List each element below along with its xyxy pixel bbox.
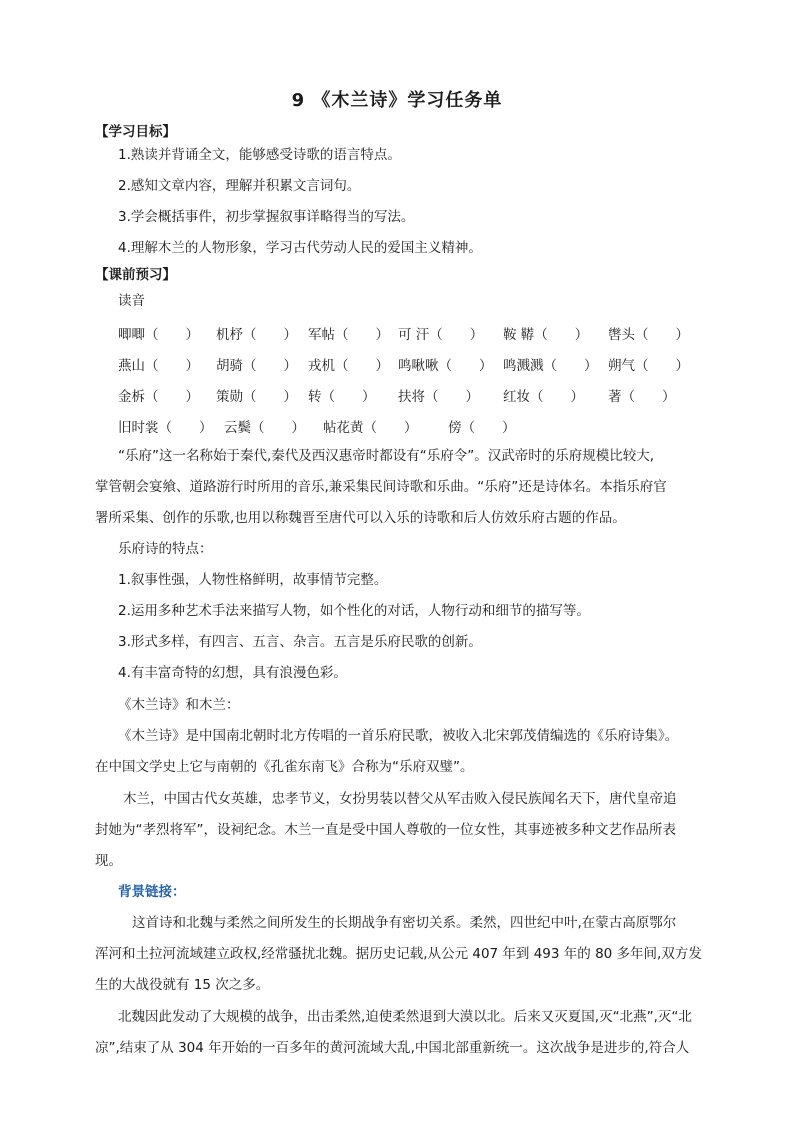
feature-item-3: 3.形式多样，有四言、五言、杂言。五言是乐府民歌的创新。 [118, 634, 482, 650]
reading-item: 鞍 鞯（ ） [503, 327, 589, 343]
mulan-heading: 《木兰诗》和木兰： [118, 697, 240, 713]
reading-item: 鸣溅溅（ ） [503, 358, 598, 374]
background-para-2-line-2: 凉”,结束了从 304 年开始的一百多年的黄河流域大乱,中国北部重新统一。这次战争是进步的,符合人 [95, 1040, 690, 1056]
reading-item: 机杼（ ） [216, 327, 297, 343]
reading-item: 胡骑（ ） [216, 358, 297, 374]
feature-item-4: 4.有丰富奇特的幻想，具有浪漫色彩。 [118, 665, 347, 681]
reading-item: 唧唧（ ） [118, 327, 199, 343]
background-heading: 背景链接： [118, 884, 186, 900]
yuefu-para-line-3: 署所采集、创作的乐歌,也用以称魏晋至唐代可以入乐的诗歌和后人仿效乐府古题的作品。 [95, 510, 626, 526]
preview-heading: 【课前预习】 [95, 267, 176, 283]
goal-item-4: 4.理解木兰的人物形象，学习古代劳动人民的爱国主义精神。 [118, 240, 482, 256]
yuefu-para-line-2: 掌管朝会宴飨、道路游行时所用的音乐,兼采集民间诗歌和乐曲。“乐府”还是诗体名。本指乐府官 [95, 479, 667, 495]
mulan-para-2-line-1: 木兰，中国古代女英雄，忠孝节义，女扮男装以替父从军击败入侵民族闻名天下，唐代皇帝追 [123, 791, 677, 807]
mulan-para-1-line-1: 《木兰诗》是中国南北朝时北方传唱的一首乐府民歌，被收入北宋郭茂倩编选的《乐府诗集》。 [118, 728, 679, 744]
feature-item-2: 2.运用多种艺术手法来描写人物，如个性化的对话，人物行动和细节的描写等。 [118, 603, 590, 619]
mulan-para-1-line-2: 在中国文学史上它与南朝的《孔雀东南飞》合称为“乐府双璧”。 [95, 759, 474, 775]
reading-item: 军帖（ ） [308, 327, 389, 343]
background-para-2-line-1: 北魏因此发动了大规模的战争，出击柔然,迫使柔然退到大漠以北。后来又灭夏国,灭“北燕”,灭“北 [118, 1009, 692, 1025]
mulan-para-2-line-2: 封她为“孝烈将军”，设祠纪念。木兰一直是受中国人尊敬的一位女性，其事迹被多种文艺作品所表 [95, 822, 676, 838]
reading-item: 鸣啾啾（ ） [398, 358, 493, 374]
background-para-1-line-1: 这首诗和北魏与柔然之间所发生的长期战争有密切关系。柔然，四世纪中叶,在蒙古高原鄂尔 [132, 915, 677, 931]
background-para-1-line-3: 生的大战役就有 15 次之多。 [95, 977, 270, 993]
reading-item: 傍（ ） [448, 420, 516, 436]
reading-item: 可 汗（ ） [398, 327, 484, 343]
reading-item: 扶将（ ） [398, 389, 479, 405]
reading-item: 旧时裳（ ） [118, 420, 213, 436]
reading-item: 金柝（ ） [118, 389, 199, 405]
reading-item: 云鬓（ ） [224, 420, 305, 436]
goal-item-1: 1.熟读并背诵全文，能够感受诗歌的语言特点。 [118, 147, 401, 163]
goal-item-2: 2.感知文章内容，理解并积累文言词句。 [118, 178, 361, 194]
feature-item-1: 1.叙事性强，人物性格鲜明，故事情节完整。 [118, 572, 388, 588]
background-para-1-line-2: 浑河和土拉河流域建立政权,经常骚扰北魏。据历史记载,从公元 407 年到 493 年的 80 多年间,双方发 [95, 946, 702, 962]
reading-item: 燕山（ ） [118, 358, 199, 374]
reading-item: 戎机（ ） [308, 358, 389, 374]
reading-grid [118, 323, 708, 436]
reading-item: 朔气（ ） [608, 358, 689, 374]
reading-item: 帖花黄（ ） [323, 420, 418, 436]
reading-item: 辔头（ ） [608, 327, 689, 343]
yuefu-para-line-1: “乐府”这一名称始于秦代,秦代及西汉惠帝时都设有“乐府令”。汉武帝时的乐府规模比较大, [118, 448, 655, 464]
goals-heading: 【学习目标】 [95, 124, 176, 140]
features-heading: 乐府诗的特点： [118, 541, 213, 557]
reading-label: 读音 [118, 293, 145, 309]
reading-item: 著（ ） [608, 389, 676, 405]
reading-item: 策勋（ ） [216, 389, 297, 405]
goal-item-3: 3.学会概括事件，初步掌握叙事详略得当的写法。 [118, 209, 415, 225]
page-title: 9 《木兰诗》学习任务单 [291, 90, 503, 111]
reading-item: 转（ ） [308, 389, 376, 405]
reading-item: 红妆（ ） [503, 389, 584, 405]
mulan-para-2-line-3: 现。 [95, 853, 122, 869]
